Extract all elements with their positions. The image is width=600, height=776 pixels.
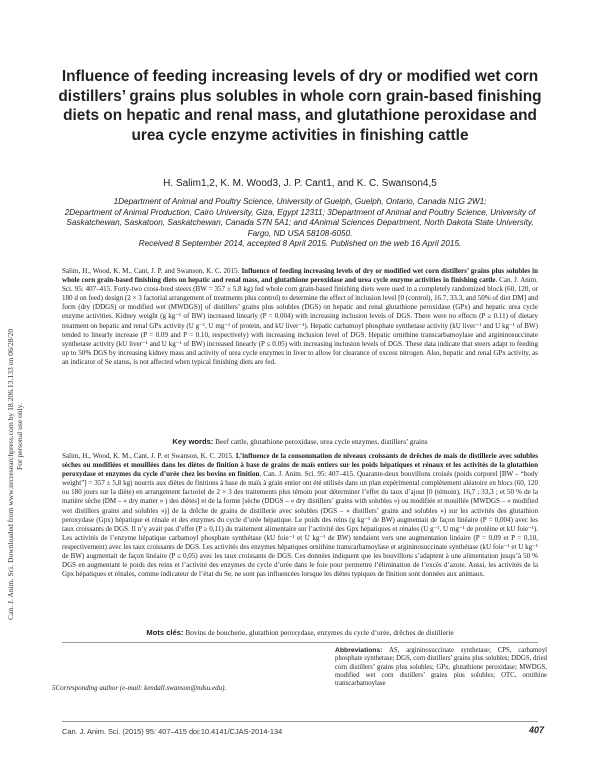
keywords-french	[62, 628, 538, 637]
footer-divider	[62, 721, 538, 722]
abstract-en-title: Influence of feeding increasing levels of dry or modified wet corn distillers’ grains plus solubles in whole corn grain-based finishing diets on hepatic and renal mass, and glutathione peroxidase and urea cycle enzyme activities in finishing cattle	[62, 267, 539, 285]
abbreviations-box	[335, 647, 547, 688]
abstract-en-citation: Salim, H., Wood, K. M., Cant, J. P. and Swanson, K. C. 2015.	[62, 267, 240, 275]
section-divider	[62, 642, 538, 643]
keywords-english	[62, 437, 538, 446]
article-title: Influence of feeding increasing levels of dry or modified wet corn distillers’ grains plus solubles in whole corn grain-based finishing diets on hepatic and renal mass, and glutathione peroxidase and urea cycle enzyme activities in finishing cattle	[58, 68, 542, 144]
personal-use-notice: For personal use only.	[15, 403, 24, 470]
journal-footer: Can. J. Anim. Sci. (2015) 95: 407–415 doi:10.4141/CJAS-2014-134	[62, 727, 283, 736]
affiliation-line-2: 2Department of Animal Production, Cairo University, Giza, Egypt 12311; 3Department of Animal and Poultry Science, University of Saskatchewan, Saskatoon, Saskatchewan, Canada S7N 5A1; and 4Animal Sciences Department, North Dakota State University, Fargo, ND USA 58108-6050.	[64, 207, 536, 238]
abbreviations-text: AS, argininosuccinate synthetase; CPS, carbamoyl phosphate synthetase; DGS, corn distillers’ grains plus solubles; DDGS, dried corn distillers’ grains plus solubles; GPx, glutathione peroxidase; MWDGS, modified wet corn distillers’ grains plus solubles; OTC, ornithine transcarbamoylase	[335, 647, 547, 688]
author-list: H. Salim1,2, K. M. Wood3, J. P. Cant1, and K. C. Swanson4,5	[163, 178, 437, 189]
keywords-en-text: Beef cattle, glutathione peroxidase, urea cycle enzymes, distillers’ grains	[215, 437, 428, 446]
abstract-en-journal: . Can. J. Anim. Sci. 95: 407–415.	[62, 276, 539, 294]
abstract-french	[62, 452, 538, 579]
abstract-fr-journal: . Can. J. Anim. Sci. 95: 407–415.	[259, 470, 355, 479]
abstract-fr-citation: Salim, H., Wood, K. M., Cant, J. P. et Swanson, K. C. 2015.	[62, 452, 234, 460]
affiliation-line-1: 1Department of Animal and Poultry Science, University of Guelph, Guelph, Ontario, Canada N1G 2W1;	[113, 197, 487, 206]
download-notice	[4, 160, 24, 620]
abbreviations-label: Abbreviations:	[335, 647, 383, 654]
abstract-english	[62, 267, 538, 367]
page-number: 407	[528, 725, 544, 735]
keywords-fr-text: Bovins de boucherie, glutathion peroxydase, enzymes du cycle d’urée, drêches de distillerie	[185, 628, 454, 637]
keywords-en-label: Key words:	[172, 437, 214, 446]
received-dates: Received 8 September 2014, accepted 8 April 2015. Published on the web 16 April 2015.	[138, 239, 462, 249]
abstract-en-body: Forty-two cross-bred steers (BW = 357 ± 5.8 kg) fed whole corn grain-based finishing diets were used in a completely randomized block (60, 120, or 180 d on feed) design (2 × 3 factorial arrangement of treatments plus control) to determine the effect of inclusion level [0 (control), 16.7, 33.3, and 50% of diet DM] and form (dry (DDGS) or modified wet (MWDGS)] of distillers’ grains plus solubles (DGS) on hepatic and renal glutathione peroxidase (GPx) and hepatic urea cycle enzyme activities. Kidney weight (g kg⁻¹ of BW) increased linearly (P = 0.004) with increasing inclusion levels of DGS. There were no effects (P ≥ 0.11) of dietary treatment on hepatic and renal GPx activity (U g⁻¹, U mg⁻¹ of protein, and kU liver⁻¹). Hepatic carbamoyl phosphate synthetase activity (kU liver⁻¹ and U kg⁻¹ of BW) tended to linearly increase (P = 0.09 and P = 0.10, respectively) with increasing inclusion level of DGS. Hepatic ornithine transcarbamoylase and argininosuccinate synthetase activity (kU liver⁻¹ and U kg⁻¹ of BW) increased linearly (P ≤ 0.05) with increasing inclusion levels of DGS. These data indicate that steers adapt to feeding up to 50% DGS by increasing kidney mass and activity of urea cycle enzymes in liver to allow for clearance of excess nitrogen. Also, hepatic and renal GPx activity, as an indicator of Se status, is not affected when typical finishing diets are fed.	[62, 285, 538, 366]
download-notice-line: Can. J. Anim. Sci. Downloaded from www.nrcresearchpress.com by 18.206.13.133 on 06/28/20	[6, 328, 15, 620]
affiliations	[58, 197, 542, 250]
keywords-fr-label: Mots clés:	[146, 628, 184, 637]
corresponding-author: 5Corresponding author (e-mail: kendall.swanson@ndsu.edu).	[52, 684, 227, 692]
abstract-fr-title: L’influence de la consommation de niveaux croissants de drêches de maïs de distillerie avec solubles sèches ou modifiées et mouillées dans les diètes de finition à base de grains de maïs entiers sur les poids hépatiques et rénaux et les activités de la glutathion peroxydase et enzymes du cycle d’urée chez les bovins en finition	[62, 452, 538, 479]
abstract-fr-body: Quarante-deux bouvillons croisés (poids corporel [BW – “body weight”] = 357 ± 5,8 kg) nourris aux diètes de finitions à base de maïs à grain entier ont été utilisés dans un plan expérimental complètement aléatoire en blocs (60, 120 ou 180 jours sur la diète) en arrangement factoriel de 2 × 3 des traitements plus témoin pour déterminer l’effet du taux d’ajout [0 (témoin), 16,7 ; 33,3 ; et 50 % de la matière sèche (DM – « dry matter » ) des diètes] et de la forme [sèche (DDGS – « dry distillers’ grains with solubles ») ou modifiée et mouillée (MWDGS – « modified wet distillers grains and solubles »)] de la drêche de grains de distillerie avec solubles (DGS – « distillers’ grains and solubles ») sur les activités des glutathion peroxydase (Gpx) hépatique et rénale et des enzymes du cycle d’urée hépatique. Le poids des reins (g kg⁻¹ de BW) augmentait de façon linéaire (P = 0,004) avec les taux croissants de DGS. Il n’y avait pas d’effet (P ≥ 0,11) du traitement alimentaire sur l’activité des Gpx hépatiques et rénales (U g⁻¹, U mg⁻¹ de protéine et kU foie⁻¹). Les activités de l’enzyme hépatique carbamoyl phosphate synthétase (kU foie⁻¹ et U kg⁻¹ de BW) tendaient vers une augmentation linéaire (P = 0,09 et P = 0,10, respectivement) avec les taux croissants de DGS. Les activités des enzymes hépatiques ornithine transcarbamoylase et argininosuccinate synthétase (kU foie⁻¹ et U kg⁻¹ de BW) augmentait de façon linéaire (P ≤ 0,05) avec les taux croissants de DGS. Ces données indiquent que les bouvillons s’adaptent à une alimentation jusqu’à 50 % DGS en augmentant le poids des reins et l’activité des enzymes du cycle d’urée dans le foie pour permettre l’élimination de l’excès d’azote. Aussi, les activités de la Gpx hépatiques et rénales, comme indicateur de l’état du Se, ne sont pas influencées lorsque les diètes typiques de finition sont données aux animaux.	[62, 470, 538, 579]
